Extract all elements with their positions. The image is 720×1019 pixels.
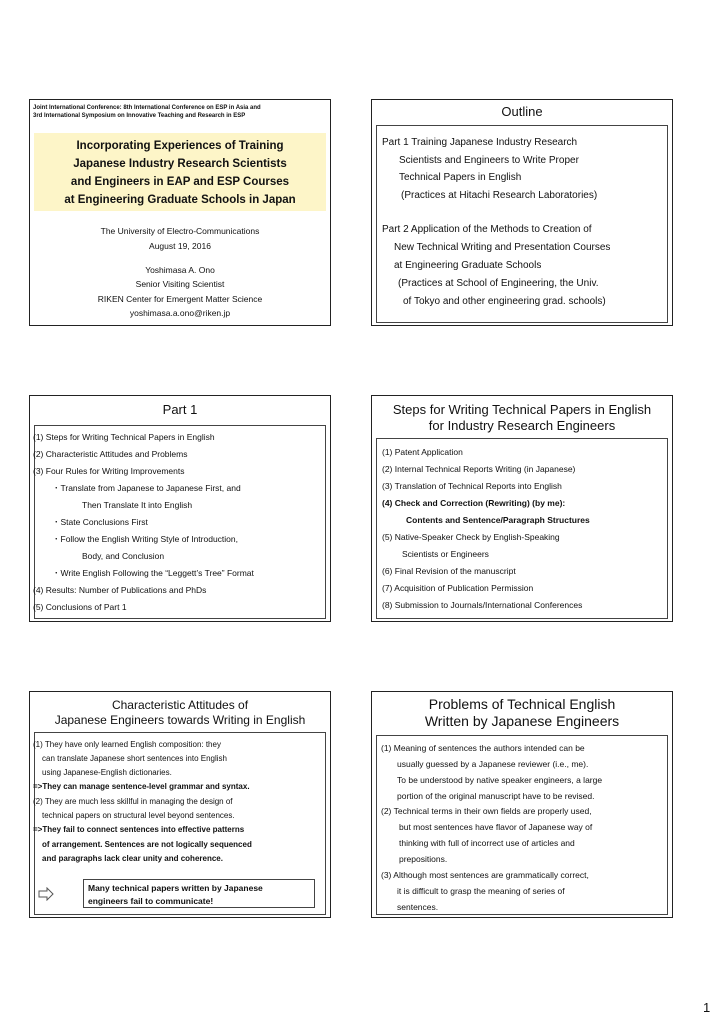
conference-line-1: Joint International Conference: 8th International Conference on ESP in Asia and (33, 105, 261, 111)
part1-line: Then Translate It into English (82, 500, 193, 510)
slide-title-problems-2: Written by Japanese Engineers (424, 713, 620, 729)
part1-line: (2) Characteristic Attitudes and Problems (33, 449, 188, 459)
part1-line: Body, and Conclusion (82, 551, 165, 561)
slide-title-attitudes-1: Characteristic Attitudes of (111, 698, 249, 712)
arrow-right-icon (38, 887, 54, 901)
step-line: (5) Native-Speaker Check by English-Speaking (382, 532, 560, 542)
email: yoshimasa.a.ono@riken.jp (129, 308, 231, 318)
slide-outline (371, 99, 673, 326)
affiliation: The University of Electro-Communications (100, 226, 260, 236)
part1-line: ・Translate from Japanese to Japanese First, and (52, 483, 241, 493)
attitude-line: =>They fail to connect sentences into effective patterns (33, 825, 245, 834)
slide-title-steps-1: Steps for Writing Technical Papers in English (392, 402, 652, 417)
date: August 19, 2016 (149, 241, 211, 251)
problem-line: portion of the original manuscript have to be revised. (397, 791, 595, 801)
paper-title-line-1: Incorporating Experiences of Training (76, 140, 284, 152)
slide-title-steps-2: for Industry Research Engineers (428, 418, 616, 433)
step-line: (4) Check and Correction (Rewriting) (by me): (382, 498, 566, 508)
attitude-line: and paragraphs lack clear unity and coherence. (42, 854, 223, 863)
slide-part1 (29, 395, 331, 622)
part1-line: (3) Four Rules for Writing Improvements (33, 466, 185, 476)
attitude-line: of arrangement. Sentences are not logically sequenced (42, 840, 252, 849)
slide-problems (371, 691, 673, 918)
attitude-line: technical papers on structural level beyond sentences. (42, 811, 235, 820)
organization: RIKEN Center for Emergent Matter Science (97, 294, 263, 304)
problem-line: thinking with full of incorrect use of articles and (399, 838, 575, 848)
slide-title-part1: Part 1 (162, 402, 198, 417)
problem-line: it is difficult to grasp the meaning of series of (397, 886, 565, 896)
problem-line: To be understood by native speaker engineers, a large (397, 775, 603, 785)
page-number: 1 (703, 1000, 711, 1015)
attitude-line: using Japanese-English dictionaries. (42, 768, 172, 777)
part1-line: (5) Conclusions of Part 1 (33, 602, 127, 612)
callout-line-1: Many technical papers written by Japanese (88, 883, 263, 893)
outline-line: Part 2 Application of the Methods to Creation of (382, 224, 592, 235)
slide-attitudes (29, 691, 331, 918)
attitude-line: =>They can manage sentence-level grammar and syntax. (33, 782, 250, 791)
outline-line: Scientists and Engineers to Write Proper (399, 155, 579, 166)
slide-title-outline: Outline (501, 104, 543, 119)
step-line: (3) Translation of Technical Reports into English (382, 481, 562, 491)
part1-line: (1) Steps for Writing Technical Papers in English (33, 432, 215, 442)
slide-steps (371, 395, 673, 622)
attitude-line: (1) They have only learned English composition: they (33, 740, 221, 749)
step-line: (7) Acquisition of Publication Permission (382, 583, 534, 593)
step-line: Scientists or Engineers (402, 549, 489, 559)
part1-line: ・Write English Following the “Leggett’s Tree” Format (52, 568, 254, 578)
problem-line: (2) Technical terms in their own fields are properly used, (381, 806, 592, 816)
paper-title-line-2: Japanese Industry Research Scientists (73, 158, 287, 170)
outline-line: at Engineering Graduate Schools (394, 260, 542, 271)
attitude-line: (2) They are much less skillful in managing the design of (33, 797, 233, 806)
slide-title-attitudes-2: Japanese Engineers towards Writing in English (54, 713, 306, 727)
step-line: (1) Patent Application (382, 447, 463, 457)
slide-title-problems-1: Problems of Technical English (428, 696, 616, 712)
problem-line: (3) Although most sentences are grammatically correct, (381, 870, 589, 880)
part1-line: (4) Results: Number of Publications and PhDs (33, 585, 207, 595)
step-line: Contents and Sentence/Paragraph Structures (406, 515, 590, 525)
part1-line: ・Follow the English Writing Style of Introduction, (52, 534, 238, 544)
part1-line: ・State Conclusions First (52, 517, 148, 527)
outline-line: Technical Papers in English (399, 172, 522, 183)
problem-line: prepositions. (399, 854, 448, 864)
step-line: (2) Internal Technical Reports Writing (in Japanese) (382, 464, 576, 474)
outline-line: (Practices at Hitachi Research Laboratories) (401, 190, 598, 201)
problem-line: (1) Meaning of sentences the authors intended can be (381, 743, 585, 753)
paper-title-line-3: and Engineers in EAP and ESP Courses (70, 176, 290, 188)
paper-title-line-4: at Engineering Graduate Schools in Japan (64, 194, 296, 206)
outline-line: Part 1 Training Japanese Industry Research (382, 137, 578, 148)
slide-title (29, 99, 331, 326)
step-line: (8) Submission to Journals/International Conferences (382, 600, 583, 610)
outline-line: of Tokyo and other engineering grad. schools) (403, 296, 606, 307)
attitude-line: can translate Japanese short sentences into English (42, 754, 228, 763)
problem-line: usually guessed by a Japanese reviewer (i.e., me). (397, 759, 589, 769)
callout-line-2: engineers fail to communicate! (88, 896, 214, 906)
author: Yoshimasa A. Ono (145, 265, 215, 275)
conference-line-2: 3rd International Symposium on Innovative Teaching and Research in ESP (33, 113, 246, 119)
problem-line: sentences. (397, 902, 439, 912)
problem-line: but most sentences have flavor of Japanese way of (399, 822, 593, 832)
position: Senior Visiting Scientist (135, 279, 225, 289)
outline-line: New Technical Writing and Presentation Courses (394, 242, 611, 253)
outline-line: (Practices at School of Engineering, the Univ. (398, 278, 599, 289)
step-line: (6) Final Revision of the manuscript (382, 566, 516, 576)
